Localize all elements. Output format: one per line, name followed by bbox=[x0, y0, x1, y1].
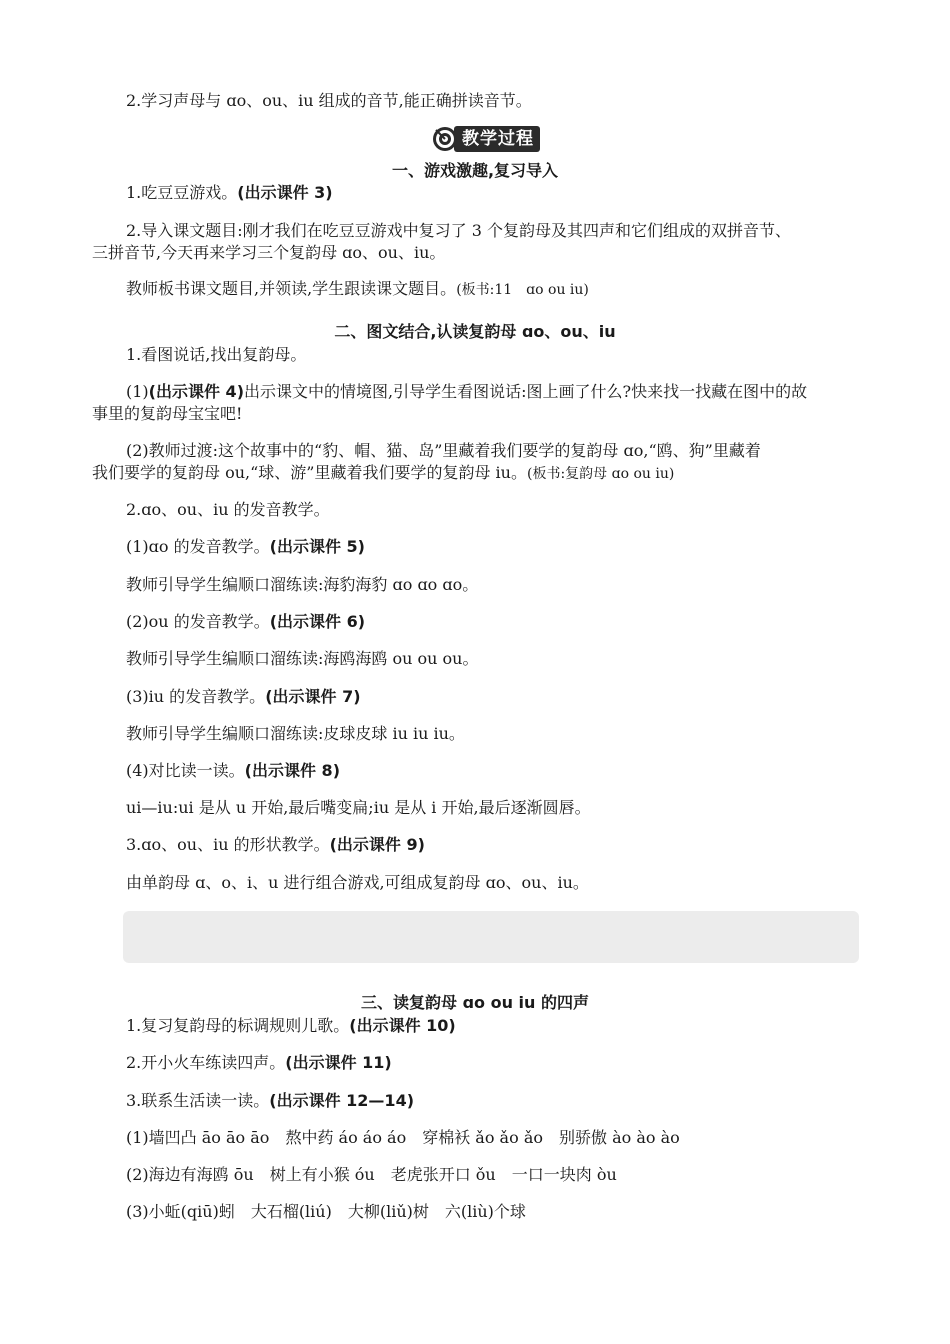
s1-paragraph-1: 1.吃豆豆游戏。(出示课件 3) bbox=[126, 183, 333, 202]
s2-paragraph-14: 由单韵母 ɑ、o、i、u 进行组合游戏,可组成复韵母 ɑo、ou、iu。 bbox=[126, 873, 589, 892]
s2-paragraph-2-line-2: 事里的复韵母宝宝吧! bbox=[92, 404, 243, 423]
s2-paragraph-5: (1)ɑo 的发音教学。(出示课件 5) bbox=[126, 537, 365, 556]
courseware-ref: (出示课件 7) bbox=[265, 687, 361, 706]
section-3-title: 三、读复韵母 ɑo ou iu 的四声 bbox=[361, 993, 589, 1012]
s3-paragraph-4: (1)墙凹凸 āo āo āo 熬中药 áo áo áo 穿棉袄 ǎo ǎo ǎo 别骄傲 ào ào ào bbox=[126, 1128, 680, 1147]
board-note: (板书:复韵母 ɑo ou iu) bbox=[526, 466, 675, 482]
design-intent-note bbox=[123, 911, 859, 963]
s1-paragraph-2-line-2: 三拼音节,今天再来学习三个复韵母 ɑo、ou、iu。 bbox=[92, 243, 446, 262]
s2-paragraph-7: (2)ou 的发音教学。(出示课件 6) bbox=[126, 612, 366, 631]
s2-paragraph-13: 3.ɑo、ou、iu 的形状教学。(出示课件 9) bbox=[126, 835, 425, 854]
s3-paragraph-2: 2.开小火车练读四声。(出示课件 11) bbox=[126, 1053, 392, 1072]
courseware-ref: (出示课件 8) bbox=[244, 761, 341, 780]
s2-paragraph-9: (3)iu 的发音教学。(出示课件 7) bbox=[126, 687, 361, 706]
s2-paragraph-3-line-2: 我们要学的复韵母 ou,“球、游”里藏着我们要学的复韵母 iu。(板书:复韵母 ɑo ou iu) bbox=[92, 463, 675, 482]
section-2-title: 二、图文结合,认读复韵母 ɑo、ou、iu bbox=[334, 322, 616, 341]
s2-paragraph-8: 教师引导学生编顺口溜练读:海鸥海鸥 ou ou ou。 bbox=[126, 649, 479, 668]
target-icon bbox=[432, 126, 458, 152]
courseware-ref: (出示课件 3) bbox=[237, 183, 333, 202]
s3-paragraph-1: 1.复习复韵母的标调规则儿歌。(出示课件 10) bbox=[126, 1016, 456, 1035]
s2-paragraph-3-line-1: (2)教师过渡:这个故事中的“豹、帽、猫、岛”里藏着我们要学的复韵母 ɑo,“鸥、狗”里藏着 bbox=[126, 441, 761, 460]
courseware-ref: (出示课件 9) bbox=[329, 835, 425, 854]
s2-paragraph-2-line-1: (1)(出示课件 4)出示课文中的情境图,引导学生看图说话:图上画了什么?快来找一找藏在图中的故 bbox=[126, 382, 808, 401]
s3-paragraph-3: 3.联系生活读一读。(出示课件 12—14) bbox=[126, 1091, 415, 1110]
section-1-title: 一、游戏激趣,复习导入 bbox=[391, 161, 559, 180]
goal-line: 2.学习声母与 ɑo、ou、iu 组成的音节,能正确拼读音节。 bbox=[126, 91, 532, 110]
s2-paragraph-10: 教师引导学生编顺口溜练读:皮球皮球 iu iu iu。 bbox=[126, 724, 465, 743]
s2-paragraph-4: 2.ɑo、ou、iu 的发音教学。 bbox=[126, 500, 330, 519]
s2-paragraph-11: (4)对比读一读。(出示课件 8) bbox=[126, 761, 341, 780]
s3-paragraph-5: (2)海边有海鸥 ōu 树上有小猴 óu 老虎张开口 ǒu 一口一块肉 òu bbox=[126, 1165, 617, 1184]
s2-paragraph-12: ui—iu:ui 是从 u 开始,最后嘴变扁;iu 是从 i 开始,最后逐渐圆唇。 bbox=[126, 798, 591, 817]
courseware-ref: (出示课件 11) bbox=[285, 1053, 392, 1072]
section-badge bbox=[432, 126, 540, 152]
courseware-ref: (出示课件 12—14) bbox=[269, 1091, 415, 1110]
s1-paragraph-2-line-1: 2.导入课文题目:刚才我们在吃豆豆游戏中复习了 3 个复韵母及其四声和它们组成的双拼音节、 bbox=[126, 221, 792, 240]
courseware-ref: (出示课件 5) bbox=[269, 537, 365, 556]
s2-paragraph-1: 1.看图说话,找出复韵母。 bbox=[126, 345, 307, 364]
s1-paragraph-3: 教师板书课文题目,并领读,学生跟读课文题目。(板书:11 ɑo ou iu) bbox=[126, 279, 589, 298]
board-note: (板书:11 ɑo ou iu) bbox=[456, 282, 589, 298]
s2-paragraph-6: 教师引导学生编顺口溜练读:海豹海豹 ɑo ɑo ɑo。 bbox=[126, 575, 479, 594]
courseware-ref: (出示课件 6) bbox=[269, 612, 366, 631]
courseware-ref: (出示课件 4) bbox=[148, 382, 245, 401]
s3-paragraph-6: (3)小蚯(qiū)蚓 大石榴(liú) 大柳(liǔ)树 六(liù)个球 bbox=[126, 1202, 526, 1221]
courseware-ref: (出示课件 10) bbox=[349, 1016, 456, 1035]
badge-label: 教学过程 bbox=[454, 126, 540, 152]
